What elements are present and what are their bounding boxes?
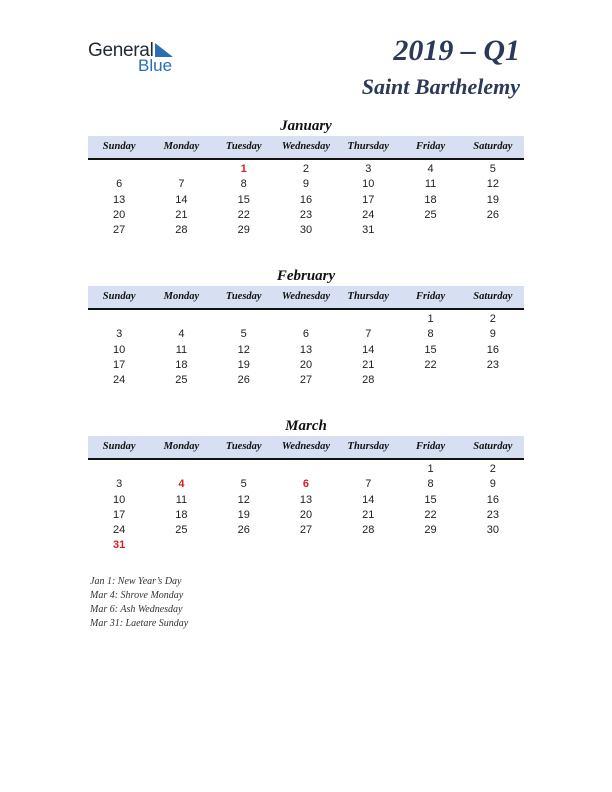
day-cell: 21	[362, 358, 375, 371]
empty-day-cell	[88, 162, 150, 177]
day-cell: 12	[237, 343, 250, 356]
weekday-label: Wednesday	[281, 291, 331, 302]
month-name: March	[285, 418, 327, 434]
holiday-day-cell: 6	[302, 478, 310, 491]
day-cell: 25	[424, 208, 437, 221]
empty-day-cell	[150, 462, 212, 477]
week-row	[88, 508, 524, 523]
weekday-header-row	[88, 436, 524, 460]
holiday-note: Jan 1: New Year’s Day	[90, 576, 182, 587]
day-cell: 20	[299, 508, 313, 521]
day-cell: 17	[113, 508, 126, 521]
weeks	[88, 462, 524, 554]
day-cell: 11	[424, 178, 437, 191]
day-cell: 17	[362, 193, 375, 206]
day-cell: 26	[237, 524, 250, 537]
day-cell: 22	[424, 358, 437, 371]
empty-day-cell	[462, 373, 524, 388]
weekday-label: Monday	[163, 291, 200, 302]
day-cell: 10	[113, 343, 126, 356]
week-row	[88, 462, 524, 477]
day-cell: 27	[299, 374, 313, 387]
day-cell: 28	[362, 524, 375, 537]
day-cell: 28	[175, 224, 188, 237]
day-cell: 6	[116, 178, 123, 191]
weeks	[88, 162, 524, 238]
empty-day-cell	[337, 312, 399, 327]
empty-day-cell	[275, 538, 337, 553]
week-row	[88, 523, 524, 538]
weekday-label: Wednesday	[281, 441, 331, 452]
day-cell: 18	[175, 508, 188, 521]
weekday-label: Monday	[163, 441, 200, 452]
empty-day-cell	[88, 462, 150, 477]
weekday-header-row	[88, 286, 524, 310]
holiday-note: Mar 4: Shrove Monday	[90, 590, 184, 601]
month-name: January	[280, 118, 332, 134]
empty-day-cell	[337, 538, 399, 553]
day-cell: 30	[486, 524, 499, 537]
weekday-label: Friday	[415, 141, 446, 152]
day-cell: 23	[486, 358, 499, 371]
day-cell: 6	[302, 328, 310, 341]
day-cell: 12	[486, 178, 499, 191]
page-subtitle: Saint Barthelemy	[361, 74, 520, 99]
day-cell: 23	[299, 208, 313, 221]
empty-day-cell	[150, 312, 212, 327]
day-cell: 4	[427, 163, 434, 175]
day-cell: 3	[116, 478, 123, 491]
weekday-label: Monday	[163, 141, 200, 152]
day-cell: 16	[486, 493, 499, 506]
day-cell: 24	[113, 374, 126, 387]
day-cell: 11	[175, 343, 188, 356]
empty-day-cell	[399, 538, 461, 553]
empty-day-cell	[337, 462, 399, 477]
weekday-label: Thursday	[347, 291, 389, 302]
day-cell: 29	[424, 524, 437, 537]
day-cell: 31	[362, 224, 375, 237]
day-cell: 7	[365, 478, 372, 491]
day-cell: 25	[175, 524, 188, 537]
week-row	[88, 223, 524, 238]
day-cell: 8	[240, 178, 247, 191]
weekday-label: Tuesday	[225, 141, 262, 152]
day-cell: 2	[489, 313, 496, 325]
weekday-label: Friday	[415, 441, 446, 452]
day-cell: 1	[427, 463, 434, 475]
day-cell: 13	[299, 493, 313, 506]
empty-day-cell	[275, 462, 337, 477]
day-cell: 9	[489, 328, 496, 341]
day-cell: 22	[424, 508, 437, 521]
week-row	[88, 343, 524, 358]
day-cell: 13	[113, 193, 126, 206]
day-cell: 12	[237, 493, 250, 506]
page-title: 2019 – Q1	[393, 34, 520, 67]
day-cell: 27	[299, 524, 313, 537]
day-cell: 23	[486, 508, 499, 521]
day-cell: 20	[113, 208, 126, 221]
logo	[88, 40, 188, 76]
day-cell: 19	[237, 358, 250, 371]
day-cell: 4	[178, 328, 185, 341]
month-january	[88, 116, 524, 238]
day-cell: 7	[178, 178, 185, 191]
empty-day-cell	[462, 538, 524, 553]
weekday-label: Tuesday	[225, 291, 262, 302]
day-cell: 19	[486, 193, 499, 206]
empty-day-cell	[399, 223, 461, 238]
month-march	[88, 416, 524, 554]
day-cell: 11	[175, 493, 188, 506]
empty-day-cell	[399, 373, 461, 388]
empty-day-cell	[213, 462, 275, 477]
day-cell: 3	[116, 328, 123, 341]
empty-day-cell	[88, 312, 150, 327]
week-row	[88, 373, 524, 388]
empty-day-cell	[150, 538, 212, 553]
day-cell: 5	[240, 328, 247, 341]
day-cell: 16	[299, 193, 313, 206]
logo-general-text: General	[88, 40, 154, 61]
day-cell: 10	[362, 178, 375, 191]
weekday-label: Thursday	[347, 441, 389, 452]
week-row	[88, 477, 524, 492]
day-cell: 26	[237, 374, 250, 387]
day-cell: 9	[302, 178, 310, 191]
day-cell: 2	[489, 463, 496, 475]
week-row	[88, 538, 524, 553]
week-row	[88, 162, 524, 177]
day-cell: 7	[365, 328, 372, 341]
weekday-label: Saturday	[473, 291, 513, 302]
day-cell: 27	[113, 224, 126, 237]
day-cell: 18	[175, 358, 188, 371]
day-cell: 3	[365, 163, 372, 175]
holiday-day-cell: 4	[178, 478, 185, 491]
weeks	[88, 312, 524, 388]
day-cell: 24	[362, 208, 375, 221]
weekday-label: Saturday	[473, 441, 513, 452]
empty-day-cell	[213, 538, 275, 553]
day-cell: 14	[362, 343, 375, 356]
logo-blue-text: Blue	[138, 56, 173, 75]
day-cell: 14	[362, 493, 375, 506]
day-cell: 25	[175, 374, 188, 387]
weekday-label: Wednesday	[281, 141, 331, 152]
day-cell: 2	[302, 163, 310, 175]
weekday-label: Sunday	[102, 441, 136, 452]
holiday-day-cell: 1	[240, 163, 247, 175]
day-cell: 5	[240, 478, 247, 491]
day-cell: 15	[424, 493, 437, 506]
day-cell: 9	[489, 478, 496, 491]
day-cell: 22	[237, 208, 250, 221]
holiday-note: Mar 6: Ash Wednesday	[90, 604, 183, 615]
day-cell: 18	[424, 193, 437, 206]
day-cell: 24	[113, 524, 126, 537]
day-cell: 13	[299, 343, 313, 356]
day-cell: 15	[237, 193, 250, 206]
day-cell: 8	[427, 328, 434, 341]
weekday-header-row	[88, 136, 524, 160]
empty-day-cell	[462, 223, 524, 238]
day-cell: 19	[237, 508, 250, 521]
day-cell: 21	[175, 208, 188, 221]
week-row	[88, 358, 524, 373]
day-cell: 10	[113, 493, 126, 506]
month-february	[88, 266, 524, 388]
week-row	[88, 327, 524, 342]
week-row	[88, 312, 524, 327]
day-cell: 8	[427, 478, 434, 491]
day-cell: 30	[299, 224, 313, 237]
day-cell: 20	[299, 358, 313, 371]
day-cell: 5	[489, 163, 496, 175]
day-cell: 29	[237, 224, 250, 237]
day-cell: 15	[424, 343, 437, 356]
weekday-label: Tuesday	[225, 441, 262, 452]
day-cell: 17	[113, 358, 126, 371]
week-row	[88, 493, 524, 508]
week-row	[88, 177, 524, 192]
empty-day-cell	[213, 312, 275, 327]
empty-day-cell	[275, 312, 337, 327]
day-cell: 28	[362, 374, 375, 387]
holiday-day-cell: 31	[113, 539, 126, 552]
holiday-notes	[90, 575, 188, 631]
weekday-label: Sunday	[102, 291, 136, 302]
week-row	[88, 193, 524, 208]
month-name: February	[276, 268, 336, 284]
day-cell: 16	[486, 343, 499, 356]
day-cell: 14	[175, 193, 188, 206]
week-row	[88, 208, 524, 223]
weekday-label: Thursday	[347, 141, 389, 152]
day-cell: 26	[486, 208, 499, 221]
empty-day-cell	[150, 162, 212, 177]
day-cell: 1	[427, 313, 434, 325]
weekday-label: Friday	[415, 291, 446, 302]
holiday-note: Mar 31: Laetare Sunday	[90, 618, 189, 629]
day-cell: 21	[362, 508, 375, 521]
weekday-label: Sunday	[102, 141, 136, 152]
weekday-label: Saturday	[473, 141, 513, 152]
